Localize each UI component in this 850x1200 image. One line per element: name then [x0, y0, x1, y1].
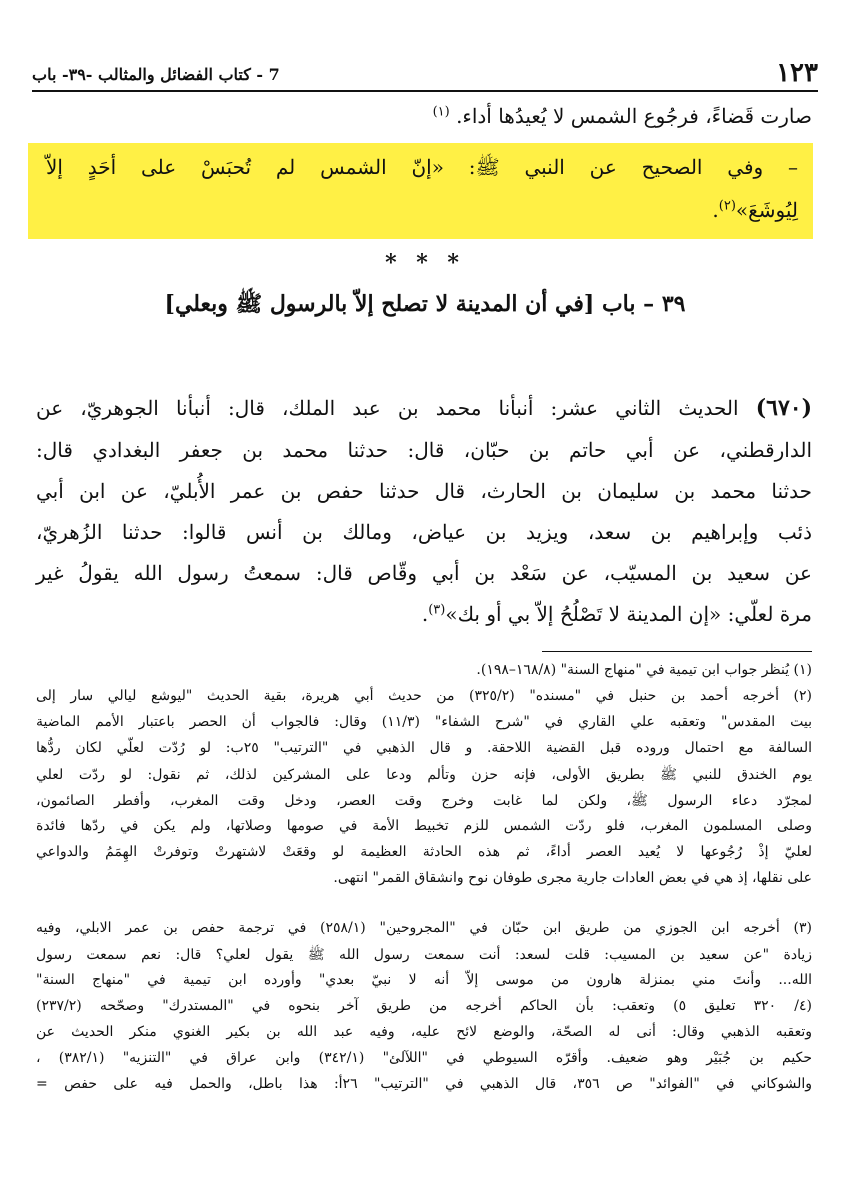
footnote-2-line: يوم الخندق للنبي ﷺ بطريق الأولى، فإنه حزن وتألم ودعا على المشركين لذلك، ثم نقول: لو ردّت لعلي [36, 767, 812, 783]
footnote-1: (١) يُنظر جواب ابن تيمية في "منهاج السنة" (١٦٨/٨–١٩٨). [476, 662, 812, 678]
footnote-ref-1: (١) [432, 104, 450, 120]
hadith-end: . [421, 602, 429, 626]
footnote-2-line: السالفة مع احتمال وروده قبل القضية اللاحقة. و قال الذهبي في "الترتيب" ٢٥ب: لو رُدّت لعلّي لكان ردُّها [36, 740, 812, 756]
footnote-divider [542, 651, 812, 652]
hadith-line-3: حدثنا محمد بن سليمان بن الحارث، قال حدثنا حفص بن عمر الأُبليّ، عن ابن أبي [36, 479, 812, 503]
footnote-2-line: على نقلها، إذ هي في بعض العادات جارية مجرى طوفان نوح وانشقاق القمر" انتهى. [333, 870, 812, 886]
footnote-2-line: (٢) أخرجه أحمد بن حنبل في "مسنده" (٣٢٥/٢) من حديث أبي هريرة، بقية الحديث "ليوشع ليالي سار إلى [36, 688, 813, 704]
hadith-line-1-text: الحديث الثاني عشر: أنبأنا محمد بن عبد الملك، قال: أنبأنا الجوهريّ، عن [36, 396, 739, 420]
footnote-3-line: (٤/ ٣٢٠ تعليق ٥) وتعقب: بأن الحاكم أخرجه من طريق آخر بنحوه في "المستدرك" وصحّحه (٢٣٧/٢) [36, 998, 812, 1014]
chapter-title: ٣٩ – باب [في أن المدينة لا تصلح إلاّ بالرسول ﷺ وبعلي] [164, 291, 686, 317]
footnote-2-line: بيت المقدس" وتعقبه علي القاري في "شرح الشفاء" (١١/٣) وقال: فالجواب أن الحصر باعتبار الأمم الماضية [36, 714, 812, 730]
hadith-last-text: مرة لعلّي: «إن المدينة لا تَصْلُحُ إلاّ بي أو بك» [445, 602, 812, 626]
hadith-line-1 [36, 395, 812, 421]
quote-line-2-text: لِيُوشَعَ» [735, 198, 798, 222]
footnote-3-line: (٣) أخرجه ابن الجوزي من طريق ابن حبّان في "المجروحين" (٢٥٨/١) في ترجمة حفص بن عمر الابلي، وفيه [36, 920, 812, 936]
footnote-3-line: زيادة "عن سعيد بن المسيب: قلت لسعد: أنت سمعت رسول الله ﷺ يقول لعلي؟ قال: نعم سمعت رسول [36, 947, 812, 963]
hadith-line-2: الدارقطني، عن أبي حاتم بن حبّان، قال: حدثنا محمد بن جعفر البغدادي قال: [36, 438, 812, 462]
footnote-ref-3: (٣) [428, 602, 446, 618]
hadith-number: (٦٧٠) [755, 395, 812, 421]
footnote-3-line: حكيم بن جُبَيْر وهو ضعيف. وأقرّه السيوطي في "اللآلئ" (٣٤٢/١) وابن عراق في "التنزيه" (٣٨٢/١) ، [36, 1050, 812, 1066]
footnote-ref-2: (٢) [718, 198, 736, 214]
footnote-2-line: لمجرّد دعاء الرسول ﷺ، ولكن لما غابت وخرج وقت العصر، ودخل وقت المغرب، وأفطر الصائمون، [36, 793, 812, 809]
hadith-line-5: عن سعيد بن المسيّب، عن سَعْد بن أبي وقّاص قال: سمعتُ رسول الله يقولُ غير [36, 561, 812, 585]
intro-line [36, 104, 812, 128]
quote-line-1: – وفي الصحيح عن النبي ﷺ: «إنّ الشمس لم تُحبَسْ على أحَدٍ إلاّ [46, 155, 798, 179]
footnote-2-line: وصلى المسلمون المغرب، فلو ردّت الشمس للزم تخبيط الأمة في صومها وصلاتها، ولم يكن في ردّها فائدة [36, 818, 812, 834]
running-title: 7 - كتاب الفضائل والمثالب -٣٩- باب [32, 65, 280, 84]
footnote-2-line: لعليّ إذْ رُجُوعها لا يُعيد العصر أداءً، ثم هذه الحادثة العظيمة لو وقعَتْ لاشتهرتْ وتوفرتْ الهِمَمُ والدواعي [36, 844, 812, 860]
hadith-line-6 [36, 602, 812, 626]
page-header [32, 52, 818, 92]
page-number: ١٢٣ [776, 58, 818, 88]
quote-end: . [712, 198, 719, 222]
section-separator: * * * [385, 250, 465, 276]
intro-text: صارت قَضاءً، فرجُوع الشمس لا يُعيدُها أداء. [456, 104, 812, 128]
quote-line-2 [36, 198, 798, 222]
footnote-3-line: وتعقبه الذهبي وقال: أنى له الصحّة، والوضع لائح عليه، وفيه عبد الله بن بكير الغنوي منكر الحديث عن [36, 1024, 812, 1040]
hadith-line-4: ذئب وإبراهيم بن سعد، ويزيد بن عياض، ومالك بن أنس قالوا: حدثنا الزُهريّ، [36, 520, 812, 544]
footnote-3-line: الله... وأنتَ مني بمنزلة هارون من موسى إلاّ أنه لا نبيّ بعدي" وأورده ابن تيمية في "منهاج السنة" [36, 972, 812, 988]
footnote-3-line: والشوكاني في "الفوائد" ص ٣٥٦، قال الذهبي في "الترتيب" ٢٦أ: هذا باطل، والحمل فيه على حفص = [36, 1076, 812, 1092]
